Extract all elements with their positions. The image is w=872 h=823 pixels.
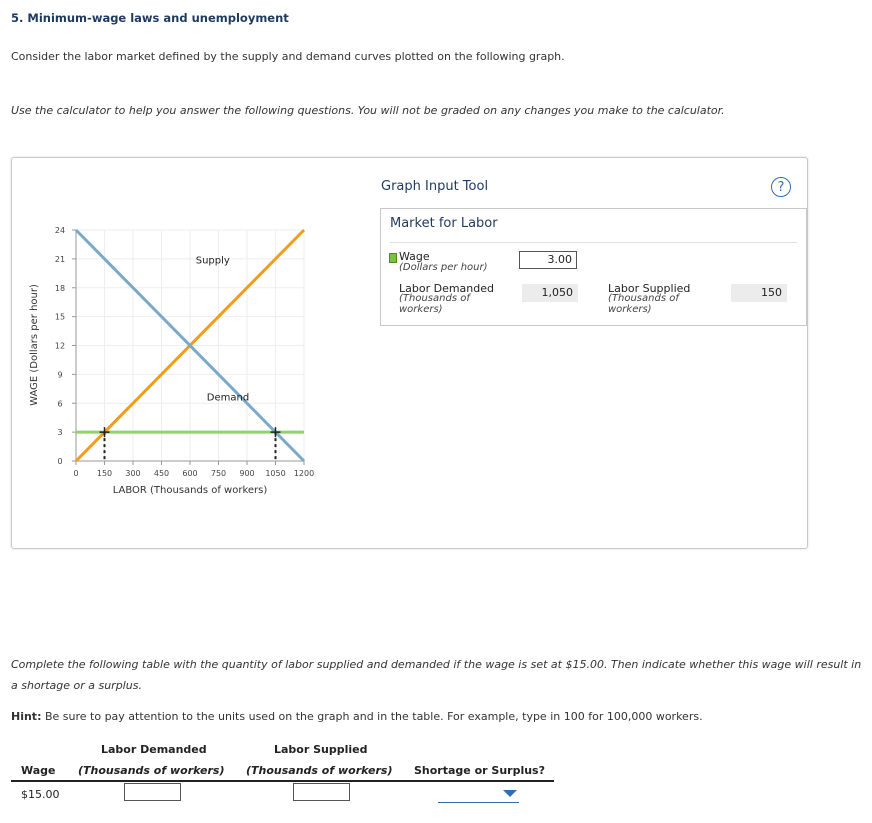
panel-divider [390, 242, 797, 243]
y-tick-label: 15 [54, 312, 66, 322]
x-tick-label: 600 [182, 469, 198, 478]
table-instructions: Complete the following table with the quantity of labor supplied and demanded if the wage is set at $15.00. Then indicate whether this wage will result in a shortage or a surplus. [11, 658, 862, 692]
wage-input[interactable]: 3.00 [519, 251, 577, 269]
row-wage: $15.00 [21, 788, 60, 801]
labor-demanded-answer-input[interactable] [124, 783, 181, 801]
y-tick-label: 21 [54, 254, 66, 264]
col-header-wage: Wage [21, 764, 56, 777]
graph-input-tool-title: Graph Input Tool [381, 179, 489, 194]
col-header-supplied: Labor Supplied [274, 743, 368, 756]
demand-label: Demand [206, 392, 250, 404]
labor-supplied-units-2: workers) [608, 304, 652, 315]
labor-supplied-answer-input[interactable] [293, 783, 350, 801]
hint-body: Be sure to pay attention to the units used on the graph and in the table. For example, type in 100 for 100,000 workers. [41, 710, 703, 723]
y-tick-label: 9 [57, 370, 63, 380]
x-tick-label: 1200 [293, 469, 315, 478]
x-tick-label: 300 [125, 469, 141, 478]
calculator-note: Use the calculator to help you answer the following questions. You will not be graded on any changes you make to the calculator. [11, 104, 725, 117]
y-tick-label: 18 [54, 283, 66, 293]
y-tick-label: 3 [57, 428, 63, 438]
labor-demanded-units-1: (Thousands of [399, 293, 470, 304]
y-tick-label: 6 [57, 399, 63, 409]
y-axis-label: WAGE (Dollars per hour) [29, 284, 40, 406]
x-axis-label: LABOR (Thousands of workers) [112, 485, 268, 496]
supply-label: Supply [195, 255, 230, 267]
question-intro: Consider the labor market defined by the supply and demand curves plotted on the following graph. [11, 50, 565, 63]
y-tick-label: 0 [57, 457, 63, 466]
hint-prefix: Hint: [11, 710, 42, 723]
chevron-down-icon [503, 790, 517, 797]
labor-demanded-value: 1,050 [522, 284, 578, 302]
table-header-rule [11, 780, 554, 782]
labor-demanded-label: Labor Demanded [399, 282, 494, 295]
x-tick-label: 750 [210, 469, 227, 478]
x-tick-label: 900 [239, 469, 255, 478]
labor-demanded-units-2: workers) [399, 304, 443, 315]
help-button[interactable]: ? [771, 177, 791, 197]
question-title: 5. Minimum-wage laws and unemployment [11, 11, 289, 25]
y-tick-label: 24 [54, 226, 66, 235]
wage-label: Wage [399, 250, 430, 263]
wage-units: (Dollars per hour) [399, 262, 488, 273]
labor-supplied-label: Labor Supplied [608, 282, 691, 295]
shortage-surplus-dropdown[interactable] [438, 788, 519, 803]
x-tick-label: 1050 [265, 469, 286, 478]
y-tick-label: 12 [54, 341, 66, 351]
col-header-demanded-units: (Thousands of workers) [78, 764, 225, 777]
x-tick-label: 150 [96, 469, 113, 478]
labor-supplied-value: 150 [731, 284, 787, 302]
col-header-supplied-units: (Thousands of workers) [246, 764, 393, 777]
wage-color-swatch [389, 253, 397, 263]
market-title: Market for Labor [390, 216, 498, 231]
col-header-demanded: Labor Demanded [101, 743, 207, 756]
x-tick-label: 450 [153, 469, 170, 478]
x-tick-label: 0 [73, 469, 79, 478]
labor-market-chart[interactable] [14, 215, 344, 515]
col-header-shortage: Shortage or Surplus? [414, 764, 545, 777]
hint-text [11, 710, 703, 723]
labor-supplied-units-1: (Thousands of [608, 293, 679, 304]
